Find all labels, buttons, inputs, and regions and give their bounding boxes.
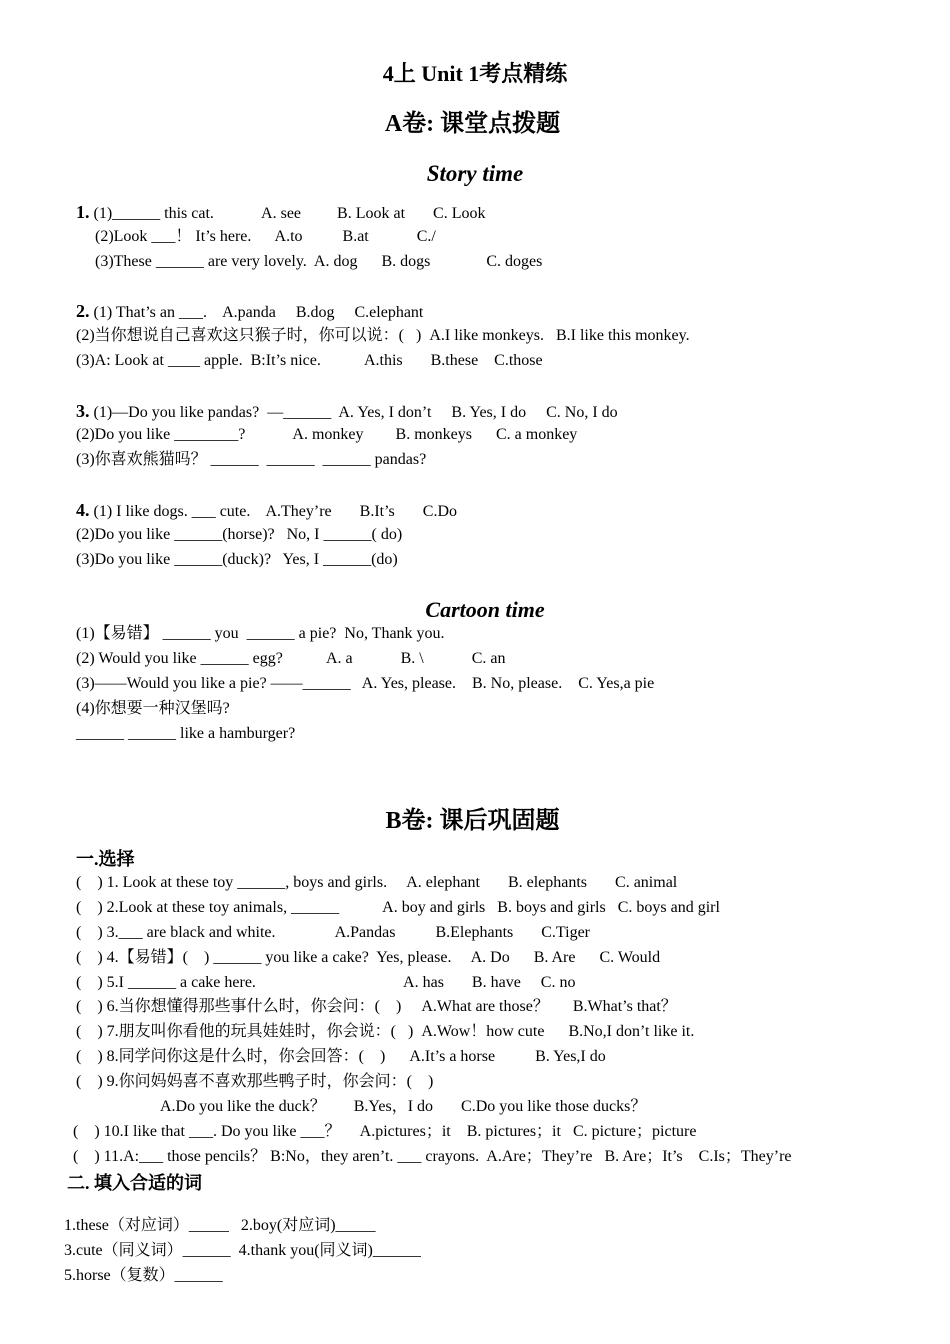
paper-b-heading: B卷: 课后巩固题 — [385, 808, 560, 834]
q2-line-1 — [76, 301, 423, 323]
q4-line-2: (2)Do you like ______(horse)? No, I ______( do) — [76, 526, 403, 543]
story-time-heading: Story time — [426, 161, 524, 186]
cartoon-line-5: ______ ______ like a hamburger? — [76, 725, 296, 742]
q1-line-3: (3)These ______ are very lovely. A. dog B. dogs C. doges — [95, 253, 543, 270]
b-q9-options: A.Do you like the duck？ B.Yes，I do C.Do you like those ducks？ — [160, 1098, 647, 1115]
b-q1-line: ( ) 1. Look at these toy ______, boys and girls. A. elephant B. elephants C. animal — [76, 874, 678, 891]
page-title: 4上 Unit 1考点精练 — [382, 61, 568, 86]
q3-line-2: (2)Do you like ________? A. monkey B. monkeys C. a monkey — [76, 426, 578, 443]
fill-line-2: 3.cute（同义词）______ 4.thank you(同义词)______ — [64, 1242, 421, 1259]
fill-line-1: 1.these（对应词）_____ 2.boy(对应词)_____ — [64, 1217, 376, 1234]
q2-number: 2. — [76, 301, 90, 321]
q4-line-3: (3)Do you like ______(duck)? Yes, I ______(do) — [76, 551, 398, 568]
q1-line-2: (2)Look ___！ It’s here. A.to B.at C./ — [95, 228, 436, 245]
q1-number: 1. — [76, 202, 90, 222]
b-q11-line: ( ) 11.A:___ those pencils？ B:No，they aren’t. ___ crayons. A.Are；They’re B. Are；It’s C.Is；They’re — [73, 1148, 792, 1165]
b-q10-line: ( ) 10.I like that ___. Do you like ___？ A.pictures；it B. pictures；it C. picture；picture — [73, 1123, 697, 1140]
paper-a-heading: A卷: 课堂点拨题 — [384, 111, 561, 137]
b-q6-line: ( ) 6.当你想懂得那些事什么时，你会问：( ) A.What are those？ B.What’s that？ — [76, 998, 677, 1015]
q4-text-1: (1) I like dogs. ___ cute. A.They’re B.It’s C.Do — [89, 503, 457, 520]
q2-line-2: (2)当你想说自己喜欢这只猴子时，你可以说：( ) A.I like monkeys. B.I like this monkey. — [76, 327, 690, 344]
cartoon-line-3: (3)——Would you like a pie? ——______ A. Yes, please. B. No, please. C. Yes,a pie — [76, 675, 655, 692]
q3-number: 3. — [76, 401, 90, 421]
q3-text-1: (1)—Do you like pandas? —______ A. Yes, I don’t B. Yes, I do C. No, I do — [89, 404, 618, 421]
b-q8-line: ( ) 8.同学问你这是什么时，你会回答：( ) A.It’s a horse B. Yes,I do — [76, 1048, 606, 1065]
q4-line-1 — [76, 500, 457, 522]
b-q3-line: ( ) 3.___ are black and white. A.Pandas B.Elephants C.Tiger — [76, 924, 591, 941]
q3-line-1 — [76, 401, 618, 423]
q1-text-1: (1)______ this cat. A. see B. Look at C. Look — [89, 205, 486, 222]
b-q2-line: ( ) 2.Look at these toy animals, ______ A. boy and girls B. boys and girls C. boys and girl — [76, 899, 720, 916]
section-2-title: 二. 填入合适的词 — [67, 1173, 202, 1193]
q1-line-1 — [76, 202, 485, 224]
cartoon-time-heading: Cartoon time — [425, 597, 545, 622]
cartoon-line-1: (1)【易错】 ______ you ______ a pie? No, Thank you. — [76, 625, 445, 642]
b-q5-line: ( ) 5.I ______ a cake here. A. has B. have C. no — [76, 974, 576, 991]
b-q7-line: ( ) 7.朋友叫你看他的玩具娃娃时，你会说：( ) A.Wow！how cute B.No,I don’t like it. — [76, 1023, 695, 1040]
b-q9-line: ( ) 9.你问妈妈喜不喜欢那些鸭子时，你会问：( ) — [76, 1073, 434, 1090]
q2-text-1: (1) That’s an ___. A.panda B.dog C.elephant — [89, 304, 424, 321]
q4-number: 4. — [76, 500, 90, 520]
fill-line-3: 5.horse（复数）______ — [64, 1267, 223, 1284]
cartoon-line-4: (4)你想要一种汉堡吗? — [76, 700, 230, 717]
q2-line-3: (3)A: Look at ____ apple. B:It’s nice. A.this B.these C.those — [76, 352, 543, 369]
section-1-title: 一.选择 — [76, 849, 135, 869]
q3-line-3: (3)你喜欢熊猫吗？ ______ ______ ______ pandas? — [76, 451, 427, 468]
cartoon-line-2: (2) Would you like ______ egg? A. a B. \ C. an — [76, 650, 506, 667]
b-q4-line: ( ) 4.【易错】( ) ______ you like a cake? Yes, please. A. Do B. Are C. Would — [76, 949, 661, 966]
